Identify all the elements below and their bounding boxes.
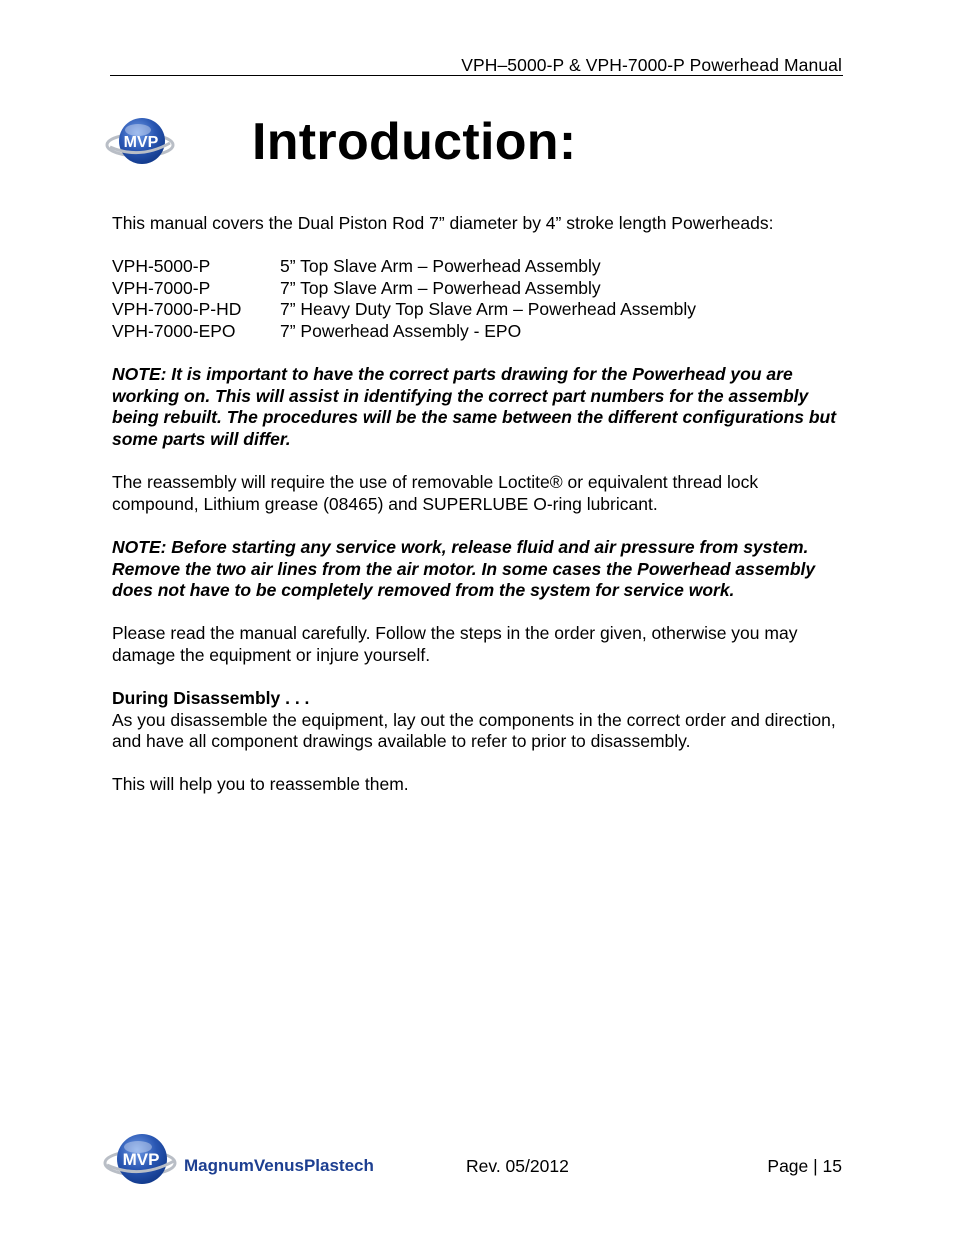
read-carefully-paragraph: Please read the manual carefully. Follow the steps in the order given, otherwise you may damage the equipment or injure yourself. — [112, 623, 798, 665]
model-description: 7” Top Slave Arm – Powerhead Assembly — [280, 277, 601, 298]
closing-paragraph: This will help you to reassemble them. — [112, 774, 409, 795]
model-description: 7” Powerhead Assembly - EPO — [280, 320, 522, 341]
magnum-venus-plastech-logo-icon — [102, 1130, 392, 1192]
note-service-work: NOTE: Before starting any service work, release fluid and air pressure from system. Remove the two air lines from the air motor. In some cases the Powerhead assembly does not have to be completely removed from the system for service work. — [112, 536, 816, 601]
revision-label: Rev. 05/2012 — [466, 1156, 569, 1176]
document-body — [112, 213, 847, 818]
page-title: Introduction: — [252, 113, 577, 171]
disassembly-paragraph: As you disassemble the equipment, lay out the components in the correct order and direction, and have all component drawings available to refer to prior to disassembly. — [112, 709, 836, 752]
footer-logo-mark-text: MVP — [122, 1150, 160, 1169]
model-row — [112, 321, 847, 343]
model-row — [112, 299, 847, 321]
logo-mark-text: MVP — [123, 134, 159, 151]
model-list — [112, 256, 847, 342]
model-description: 5” Top Slave Arm – Powerhead Assembly — [280, 256, 601, 277]
intro-paragraph: This manual covers the Dual Piston Rod 7” diameter by 4” stroke length Powerheads: — [112, 213, 774, 233]
model-code: VPH-7000-EPO — [112, 320, 236, 341]
model-code: VPH-7000-P — [112, 277, 211, 298]
running-header: VPH–5000-P & VPH-7000-P Powerhead Manual — [461, 55, 842, 75]
header-divider — [110, 75, 843, 76]
model-code: VPH-5000-P — [112, 256, 211, 277]
model-code: VPH-7000-P-HD — [112, 299, 242, 320]
mvp-logo-icon — [104, 114, 176, 170]
disassembly-heading: During Disassembly . . . — [112, 688, 310, 709]
footer-logo-wordmark: MagnumVenusPlastech — [184, 1156, 374, 1175]
note-parts-drawing: NOTE: It is important to have the correct parts drawing for the Powerhead you are working on. This will assist in identifying the correct part numbers for the assembly being rebuilt. The procedures will be the same between the different configurations but some parts will differ. — [112, 364, 837, 449]
model-row — [112, 278, 847, 300]
model-row — [112, 256, 847, 278]
model-description: 7” Heavy Duty Top Slave Arm – Powerhead Assembly — [280, 299, 696, 320]
reassembly-paragraph: The reassembly will require the use of removable Loctite® or equivalent thread lock compound, Lithium grease (08465) and SUPERLUBE O-ring lubricant. — [112, 472, 759, 514]
page-number: Page | 15 — [767, 1156, 842, 1176]
